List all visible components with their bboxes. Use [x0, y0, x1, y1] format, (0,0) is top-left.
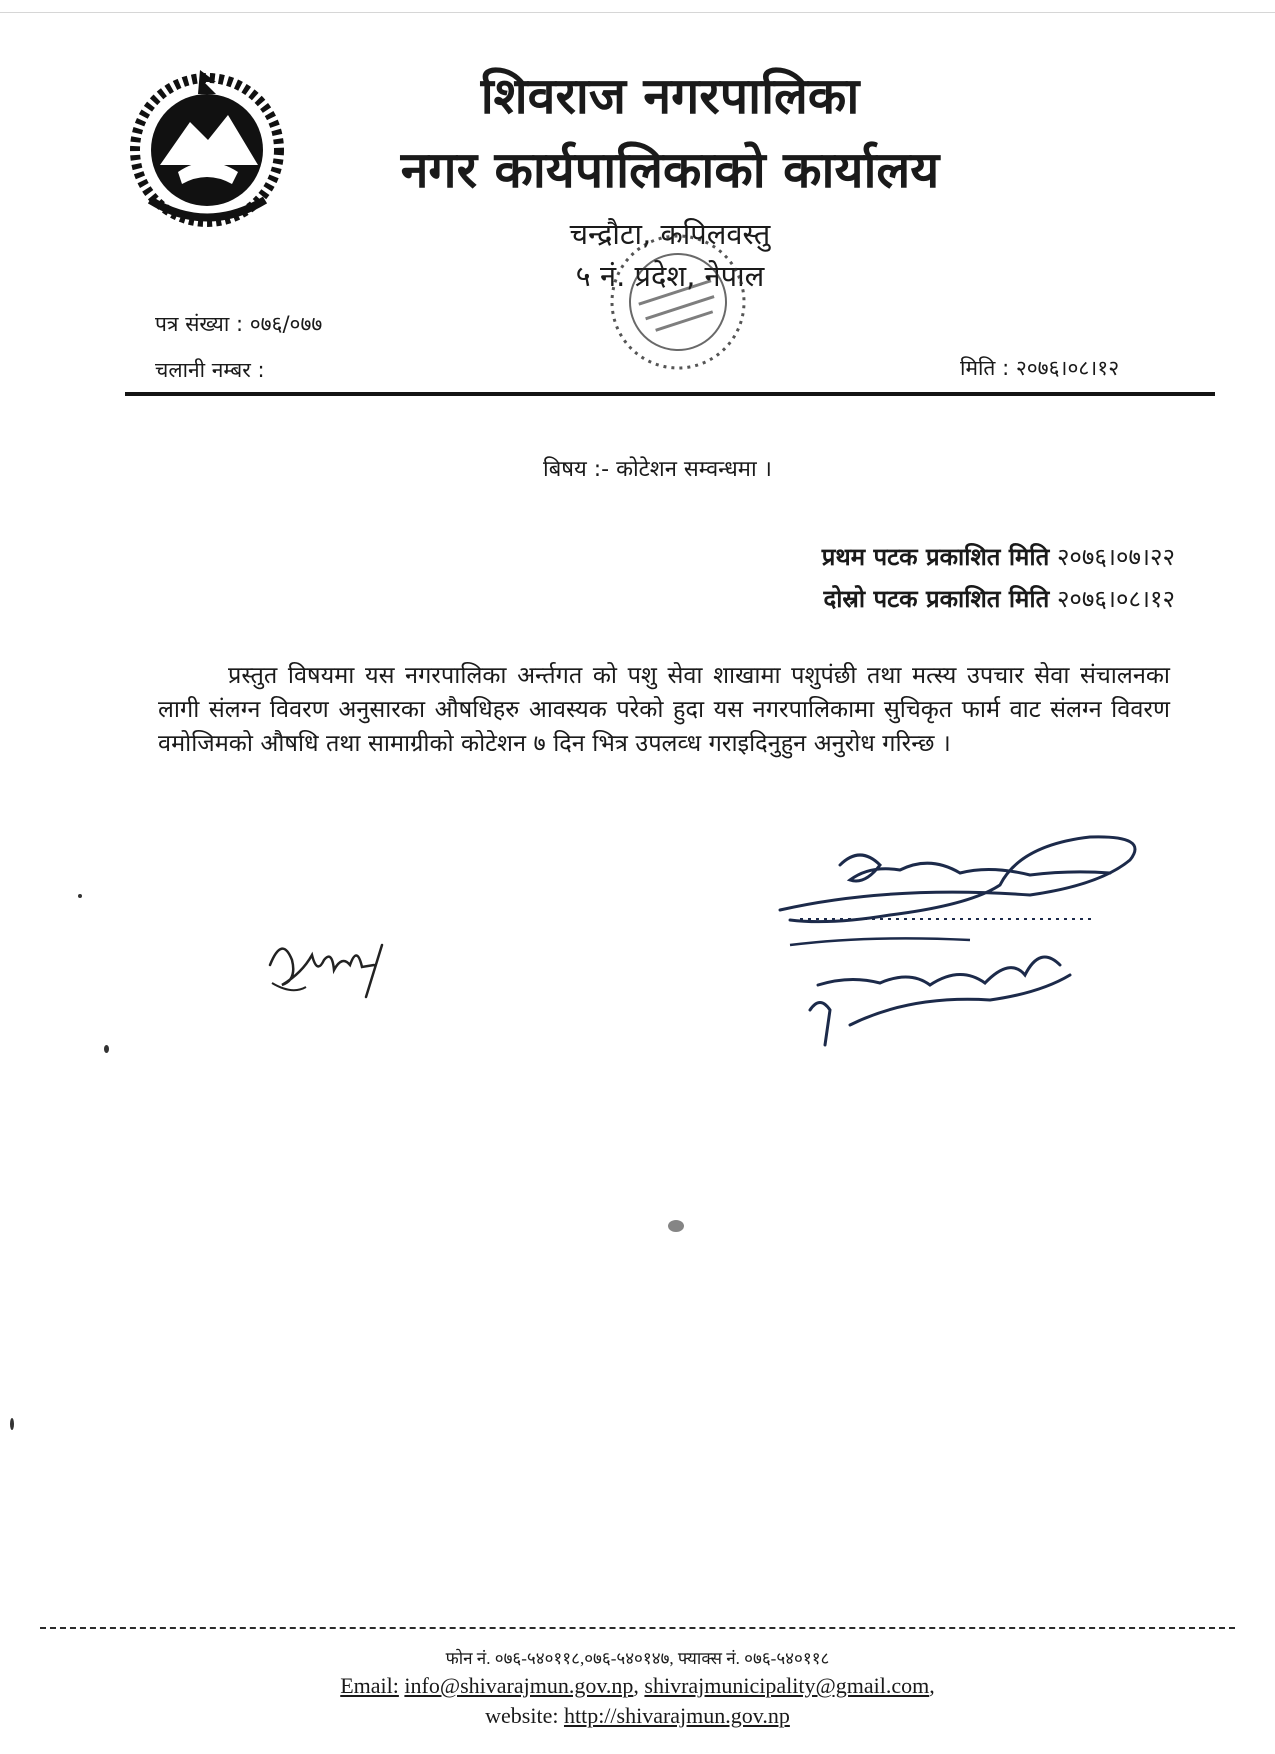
- email-separator: ,: [633, 1673, 639, 1698]
- scan-speck: [78, 894, 82, 898]
- letter-number: पत्र संख्या : ०७६/०७७: [155, 312, 323, 336]
- first-publication-date: २०७६।०७।२२: [1056, 543, 1175, 571]
- scan-speck: [668, 1220, 684, 1232]
- scan-speck: [10, 1418, 14, 1430]
- letter-body: प्रस्तुत विषयमा यस नगरपालिका अर्न्तगत को पशु सेवा शाखामा पशुपंछी तथा मत्स्य उपचार सेवा संचालनका लागी संलग्न विवरण अनुसारका औषधिहरु आवस्यक परेको हुदा यस नगरपालिकामा सुचिकृत फार्म वाट संलग्न विवरण वमोजिमको औषधि तथा सामाग्रीको कोटेशन ७ दिन भित्र उपलव्ध गराइदिनुहुन अनुरोध गरिन्छ ।: [158, 661, 1170, 757]
- email-link-primary[interactable]: info@shivarajmun.gov.np: [404, 1673, 634, 1698]
- dispatch-number: चलानी नम्बर :: [155, 358, 265, 382]
- footer-phone: फोन नं. ०७६-५४०११८,०७६-५४०१४७, फ्याक्स नं. ०७६-५४०११८: [445, 1649, 830, 1668]
- email-label: Email:: [340, 1673, 399, 1698]
- subject-line: बिषय :- कोटेशन सम्वन्धमा ।: [543, 457, 772, 482]
- second-publication-date: २०७६।०८।१२: [1056, 585, 1175, 613]
- office-name: नगर कार्यपालिकाको कार्यालय: [400, 141, 940, 199]
- letter-date: मिति : २०७६।०८।१२: [960, 356, 1120, 380]
- nepal-emblem-logo: [120, 60, 295, 235]
- first-publication: [822, 541, 1175, 573]
- website-label: website:: [485, 1703, 559, 1728]
- address-line-1: चन्द्रौटा, कपिलवस्तु: [569, 217, 771, 251]
- address-line-2: ५ नं. प्रदेश, नेपाल: [575, 259, 765, 293]
- header-divider: [125, 392, 1215, 396]
- scan-speck: [104, 1045, 109, 1053]
- website-link[interactable]: http://shivarajmun.gov.np: [563, 1703, 790, 1728]
- footer-email-line: [0, 1671, 1275, 1701]
- email-link-secondary[interactable]: shivrajmunicipality@gmail.com: [644, 1673, 930, 1698]
- second-publication: [823, 583, 1175, 615]
- footer-divider: [40, 1627, 1235, 1629]
- scan-top-edge: [0, 12, 1275, 13]
- footer-website-line: [0, 1701, 1275, 1731]
- initials-signature: [262, 925, 412, 1005]
- second-publication-label: दोस्रो पटक प्रकाशित मिति: [823, 585, 1050, 613]
- email-line-end: ,: [929, 1673, 935, 1698]
- handwritten-signature: [770, 825, 1160, 1065]
- first-publication-label: प्रथम पटक प्रकाशित मिति: [821, 543, 1050, 571]
- office-stamp: [600, 222, 755, 382]
- municipality-name: शिवराज नगरपालिका: [480, 67, 860, 125]
- signature-block: [770, 825, 1160, 1065]
